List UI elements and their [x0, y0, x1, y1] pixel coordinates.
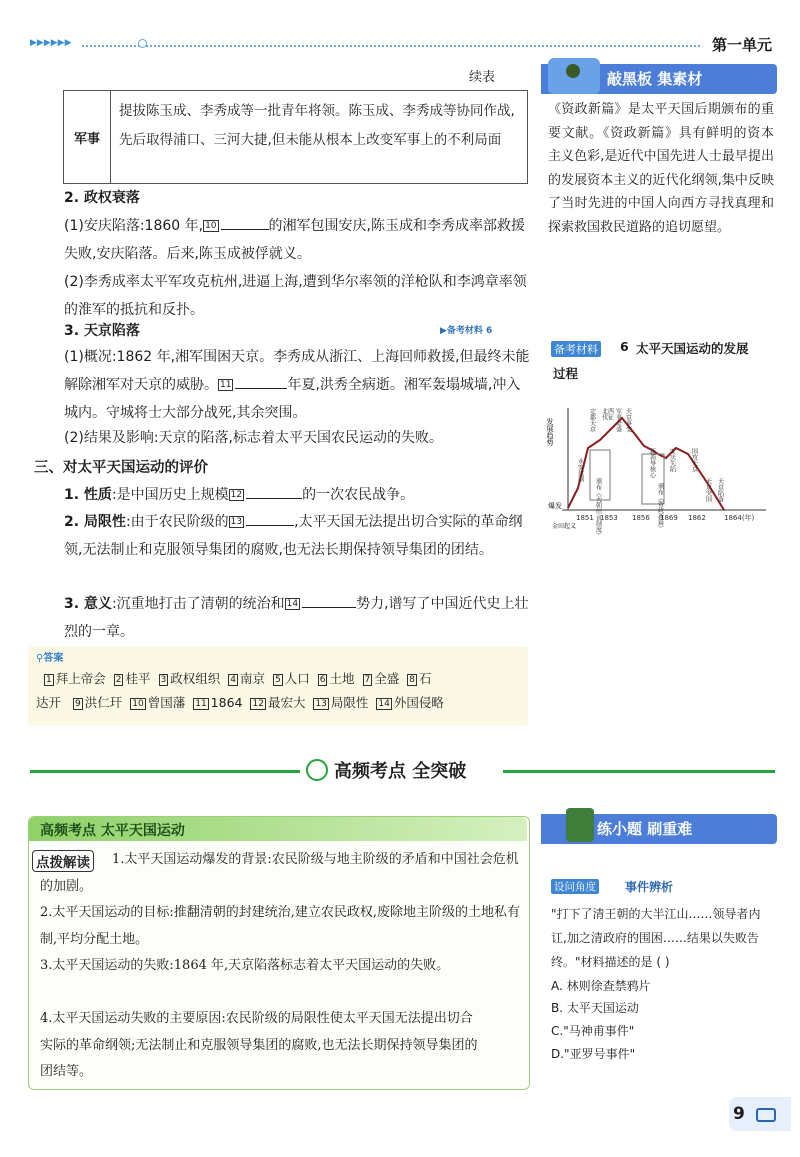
- answer-number: 2: [115, 674, 122, 685]
- answer-number: 8: [409, 674, 415, 685]
- answer-text: 南京: [239, 671, 265, 686]
- paragraph-hangzhou: (2)李秀成率太平军攻克杭州,进逼上海,遭到华尔率领的洋枪队和李鸿章率领的淮军的抵抗和反扑。: [64, 274, 527, 318]
- material-badge: 备考材料: [551, 341, 601, 357]
- keypoint-header: 高频考点 太平天国运动: [40, 823, 185, 839]
- annotation-label: 颁布《天朝田亩制度》: [594, 478, 602, 538]
- development-chart-svg: [546, 388, 776, 538]
- header-dotted-line: [82, 45, 700, 47]
- y-axis-label: 发展趋势: [546, 418, 554, 446]
- student-icon: [566, 808, 594, 842]
- x-tick-label: 1862: [688, 514, 706, 522]
- blank-number: 11: [220, 380, 232, 390]
- answer-item: [273, 671, 310, 686]
- start-sub-label: 金田起义: [552, 523, 577, 530]
- paragraph-limitation: 2. 局限性:由于农民阶级的 13 ,太平天国无法提出切合实际的革命纲领,无法制止和克服领导集团的腐败,也无法长期保持领导集团的团结。: [64, 514, 523, 558]
- annotation-label: 西征: [606, 408, 614, 420]
- answer-tag: ⚲答案: [36, 653, 64, 664]
- sidebar-banner: 敲黑板 集素材: [541, 64, 777, 94]
- answer-item: [159, 671, 221, 686]
- answer-number: 7: [364, 674, 371, 685]
- reference-material-link[interactable]: ▶备考材料 6: [440, 326, 493, 336]
- option-a[interactable]: A. 林则徐查禁鸦片: [551, 979, 651, 993]
- answer-item: [130, 695, 185, 710]
- answer-text: 石: [418, 671, 432, 686]
- annotation-label: 永安建制: [576, 458, 584, 482]
- answer-text: 最宏大: [267, 695, 306, 710]
- annotation-label: 北伐: [600, 408, 608, 420]
- sidebar-text: 《资政新篇》是太平天国后期颁布的重要文献。《资政新篇》具有鲜明的资本主义色彩,是近代中国先进人士最早提出的发展资本主义的近代化纲领,集中反映了当时先进的中国人向西方寻找真理和探索救国救民道路的追切愿望。: [548, 102, 774, 235]
- answer-text: 拜上帝会: [55, 671, 106, 686]
- target-icon: [306, 759, 328, 781]
- answer-item: [193, 695, 242, 710]
- fill-blank[interactable]: [302, 607, 356, 608]
- paragraph-nature: 1. 性质:是中国历史上规模 12 的一次农民战争。: [64, 487, 415, 503]
- annotation-label: 安庆失陷: [668, 448, 676, 472]
- option-c[interactable]: C."马神甫事件": [551, 1024, 635, 1038]
- teacher-icon: [548, 58, 600, 94]
- option-d[interactable]: D."亚罗号事件": [551, 1047, 636, 1061]
- section-title-decline: 2. 政权衰落: [64, 190, 140, 206]
- annotation-label: 新领导核心: [648, 448, 656, 478]
- x-tick-label: 1864(年): [724, 514, 755, 522]
- keypoint-tag: 点拨解读: [32, 850, 94, 872]
- paragraph-anqing: (1)安庆陷落:1860 年, 10 的湘军包围安庆,陈玉成和李秀成率部救援失败,安庆陷落。后来,陈玉成被俘就义。: [64, 218, 525, 262]
- header-arrows: ▶▶▶▶▶▶: [30, 38, 72, 48]
- practice-banner: 练小题 刷重难: [541, 814, 777, 844]
- book-icon: [756, 1108, 776, 1122]
- continued-label: 续表: [469, 70, 496, 85]
- answer-number: 13: [315, 698, 327, 709]
- answer-text: 1864: [210, 695, 243, 710]
- question-angle: 事件辨析: [625, 880, 674, 894]
- paragraph-significance: 3. 意义:沉重地打击了清朝的统治和 14 势力,谱写了中国近代史上壮烈的一章。: [64, 596, 529, 640]
- divider-title: 高频考点 全突破: [334, 761, 467, 782]
- answer-item: [363, 671, 400, 686]
- fill-blank[interactable]: [246, 525, 294, 526]
- answer-text: 土地: [329, 671, 355, 686]
- answer-text: 洪仁玕: [84, 695, 123, 710]
- answer-item: [407, 671, 431, 686]
- answer-number: 10: [132, 698, 144, 709]
- answer-item: [114, 671, 151, 686]
- answer-item: [318, 671, 355, 686]
- answer-number: 12: [252, 698, 264, 709]
- answer-text: 外国侵略: [393, 695, 444, 710]
- answer-item: [228, 671, 265, 686]
- answer-item: [376, 695, 443, 710]
- answer-text: 政权组织: [170, 671, 221, 686]
- question-angle-badge: 设问角度: [551, 879, 599, 894]
- annotation-label: 定都天京: [588, 408, 596, 432]
- x-tick-label: 1851: [576, 514, 594, 522]
- answer-item: [313, 695, 368, 710]
- answer-line-2: 达开 9 洪仁玕 10 曾国藩 11 1864 12 最宏大 13 局限性 14 外国侵略: [36, 695, 444, 710]
- paragraph-result: (2)结果及影响:天京的陷落,标志着太平天国农民运动的失败。: [64, 430, 443, 446]
- fill-blank[interactable]: [246, 498, 302, 499]
- answer-line-1: [36, 667, 432, 691]
- annotation-label: 天京陷落: [716, 478, 724, 502]
- answer-text: 局限性: [330, 695, 369, 710]
- paragraph-overview: (1)概况:1862 年,湘军围困天京。李秀成从浙江、上海回师救援,但最终未能解除湘军对天京的威胁。 11 年夏,洪秀全病逝。湘军轰塌城墙,冲入城内。守城将士大部分战死,其余突围。: [64, 349, 530, 421]
- fill-blank[interactable]: [235, 388, 287, 389]
- header-circle-mark: [138, 39, 147, 48]
- annotation-label: 天京突围: [704, 478, 712, 502]
- continued-table: [63, 90, 528, 184]
- blank-number: 13: [230, 517, 243, 527]
- table-row-text: 提拔陈玉成、李秀成等一批青年将领。陈玉成、李秀成等协同作战,先后取得浦口、三河大捷,但未能从根本上改变军事上的不利局面: [119, 103, 515, 148]
- blank-number: 10: [205, 221, 217, 231]
- answer-text: 人口: [284, 671, 310, 686]
- answer-number: 3: [160, 674, 167, 685]
- keypoint-p4: 4.太平天国运动失败的主要原因:农民阶级的局限性使太平天国无法提出切合实际的革命纲领;无法制止和克服领导集团的腐败,也无法长期保持领导集团的团结等。: [40, 1011, 478, 1079]
- option-b[interactable]: B. 太平天国运动: [551, 1001, 639, 1015]
- annotation-label: 颁布《资政新篇》: [656, 483, 664, 531]
- annotation-label: 围攻天京: [690, 448, 698, 472]
- fill-blank[interactable]: [221, 229, 269, 230]
- answer-item: [73, 695, 122, 710]
- material-number: 6: [620, 339, 629, 354]
- answer-number: 1: [46, 674, 52, 685]
- answer-number: 9: [75, 698, 81, 709]
- divider-right: [503, 770, 775, 773]
- x-tick-label: 1853: [600, 514, 618, 522]
- development-chart: [546, 388, 776, 538]
- answer-number: 11: [195, 698, 207, 709]
- answer-item: [250, 695, 305, 710]
- x-tick-label: 1856: [632, 514, 650, 522]
- section-title-tianjing: 3. 天京陷落: [64, 323, 140, 339]
- part-title-evaluation: 三、对太平天国运动的评价: [34, 460, 208, 476]
- answer-number: 5: [275, 674, 281, 685]
- start-label: 爆发: [548, 502, 562, 510]
- question-text: "打下了清王朝的大半江山……领导者内讧,加之清政府的围困……结果以失败告终。"材料描述的是 ( ): [551, 907, 761, 969]
- table-row-label: 军事: [64, 91, 111, 183]
- keypoint-p2: 2.太平天国运动的目标:推翻清朝的封建统治,建立农民政权,废除地主阶级的土地私有制,平均分配土地。: [40, 905, 521, 947]
- blank-number: 12: [230, 490, 243, 500]
- annotation-label: 天京事变: [624, 408, 632, 432]
- answer-text: 全盛: [374, 671, 400, 686]
- divider-left: [30, 770, 300, 773]
- material-title: 太平天国运动的发展: [636, 341, 749, 356]
- page-number: 9: [733, 1104, 745, 1124]
- blank-number: 14: [286, 599, 299, 609]
- answer-item: [44, 671, 106, 686]
- key-icon: ⚲: [36, 653, 44, 664]
- answer-text: 桂平: [125, 671, 151, 686]
- answer-number: 14: [378, 698, 390, 709]
- answer-number: 6: [319, 674, 326, 685]
- unit-title: 第一单元: [712, 36, 773, 54]
- annotation-label: 军事全盛: [614, 408, 622, 432]
- keypoint-p3: 3.太平天国运动的失败:1864 年,天京陷落标志着太平天国运动的失败。: [40, 958, 450, 973]
- answer-text: 曾国藩: [147, 695, 186, 710]
- x-tick-label: 1869: [660, 514, 678, 522]
- answer-number: 4: [230, 674, 236, 685]
- keypoint-p1: 1.太平天国运动爆发的背景:农民阶级与地主阶级的矛盾和中国社会危机的加剧。: [40, 852, 519, 894]
- material-title-cont: 过程: [553, 366, 579, 381]
